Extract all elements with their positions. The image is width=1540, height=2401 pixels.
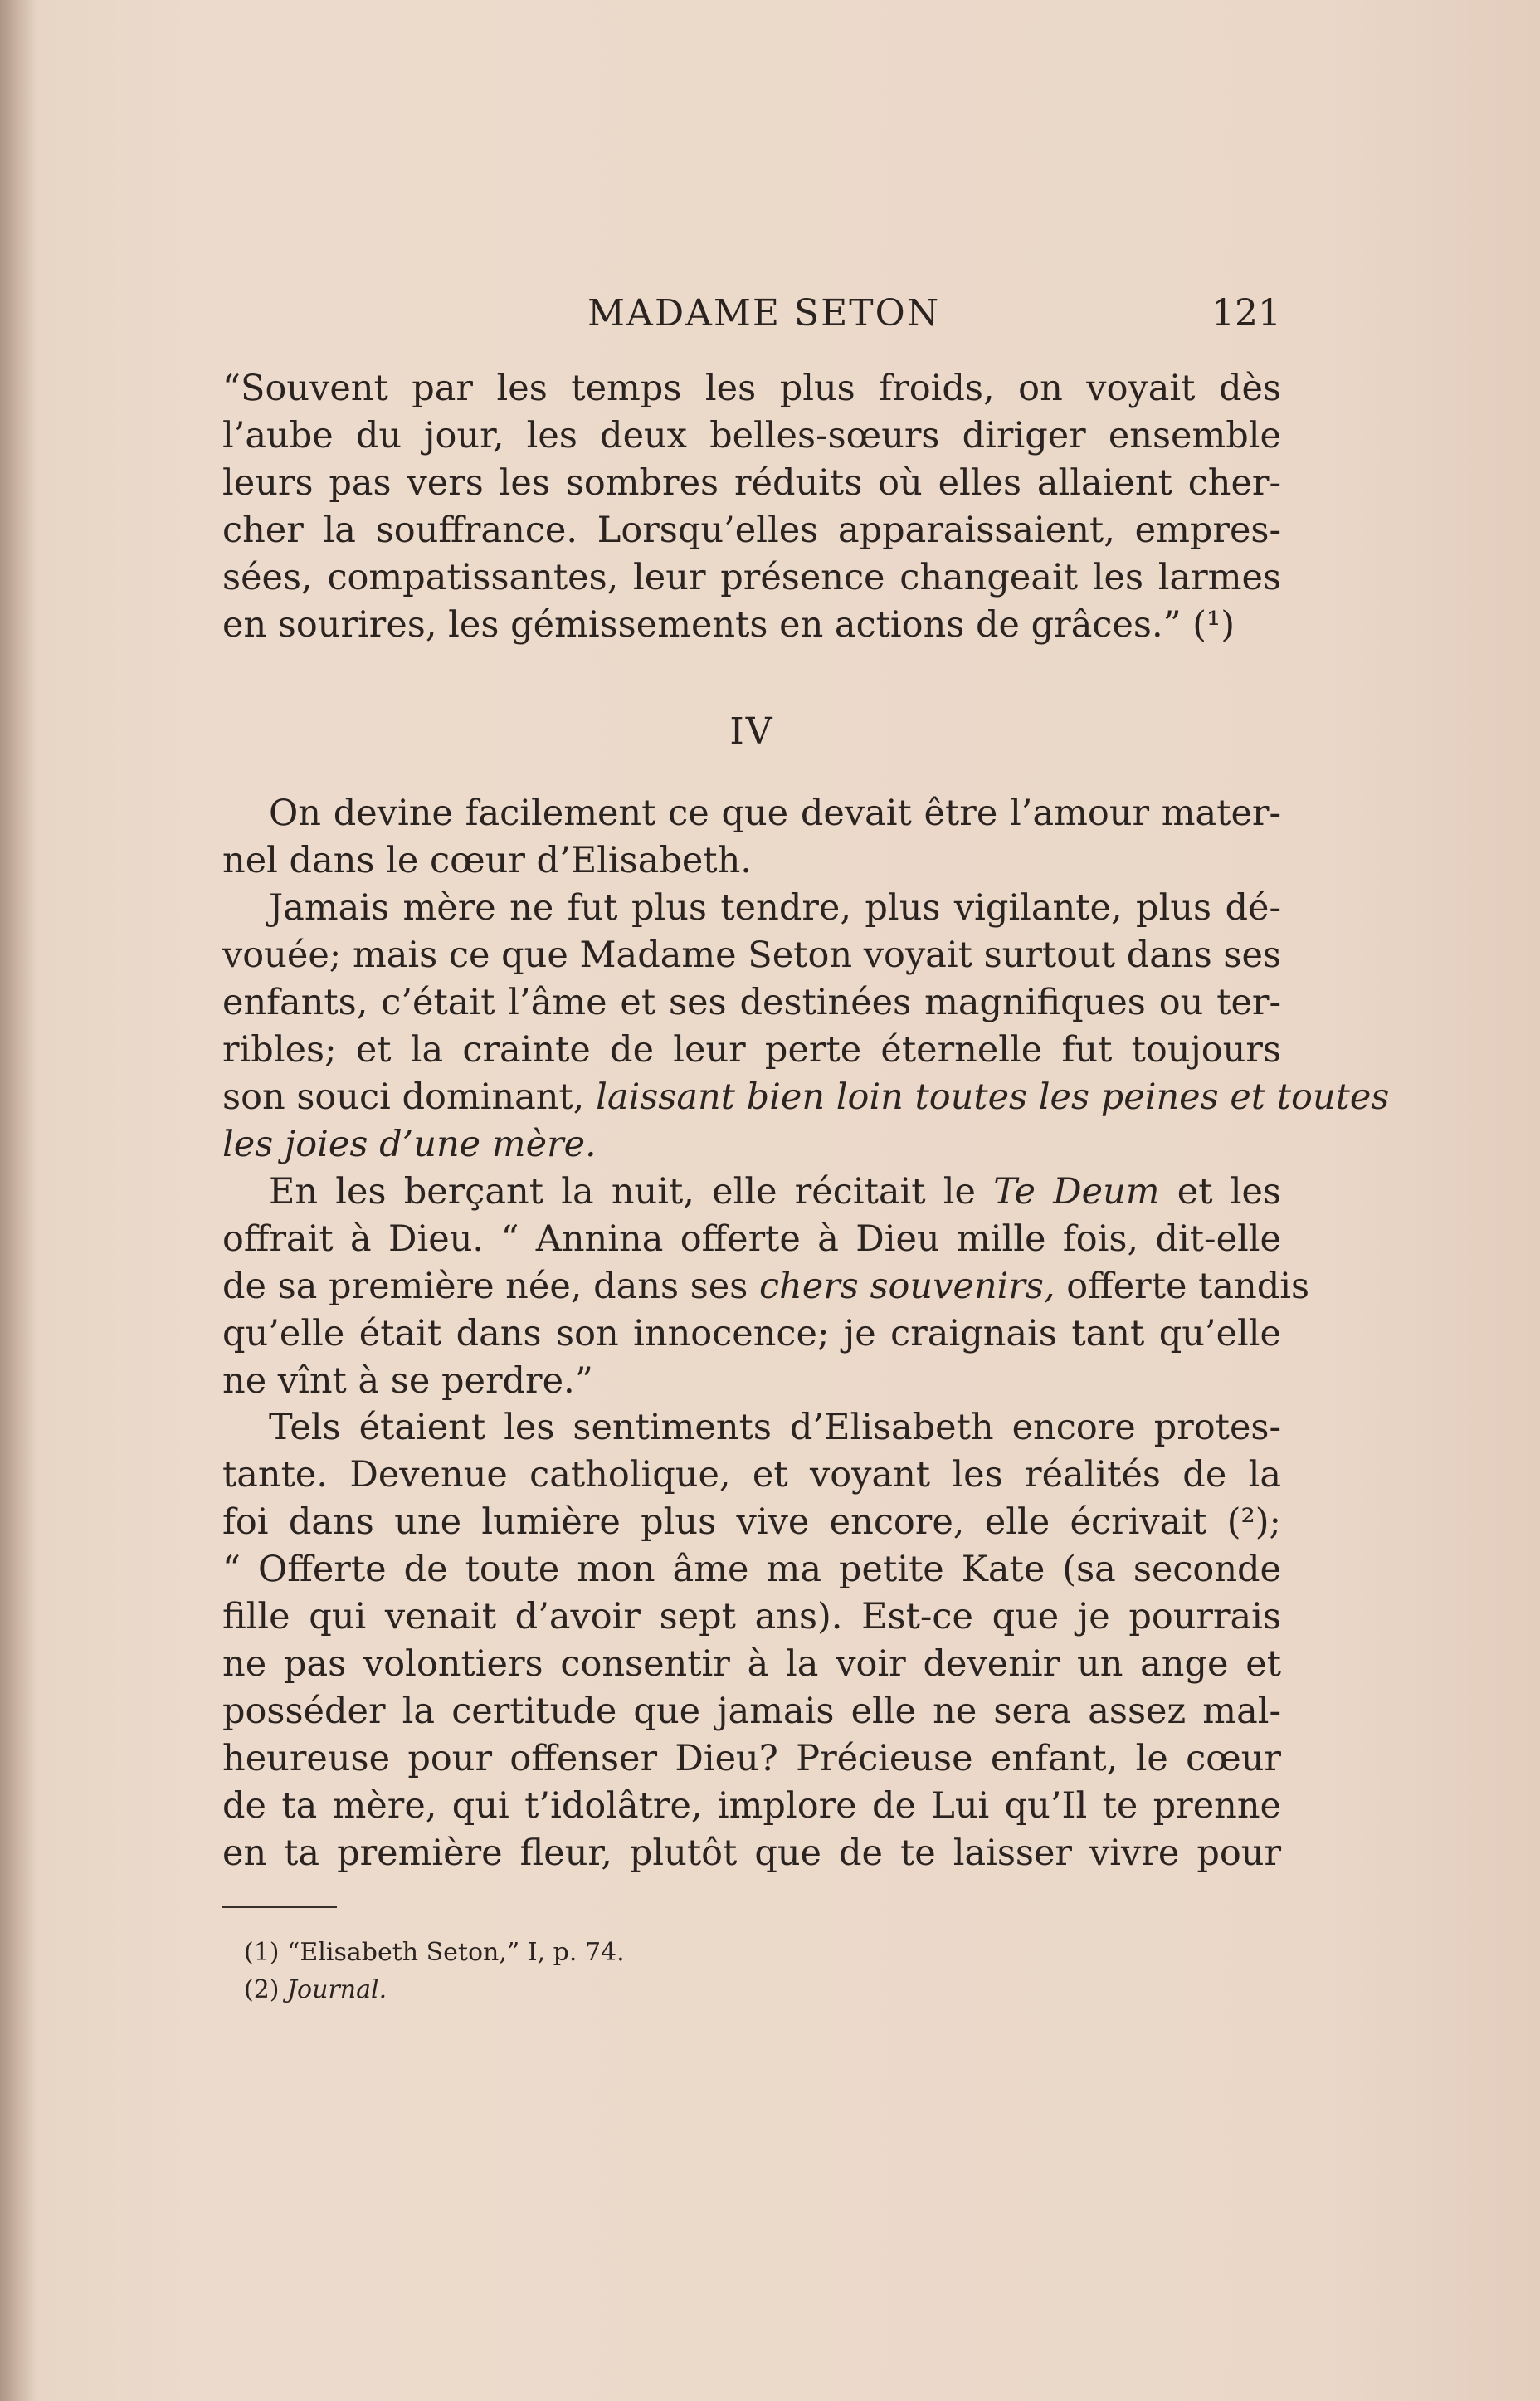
text-line: de ta mère, qui t’idolâtre, implore de Lui qu’Il te prenne [222, 1785, 1281, 1827]
text-line: ne pas volontiers consentir à la voir devenir un ange et [222, 1643, 1281, 1685]
footnote-italic: Journal. [287, 1975, 387, 2004]
footnote-rule [222, 1906, 337, 1908]
text-line: en ta première fleur, plutôt que de te laisser vivre pour [222, 1832, 1281, 1874]
footnote-marker: (2) [244, 1975, 288, 2004]
text-line: foi dans une lumière plus vive encore, elle écrivait (²); [222, 1501, 1281, 1543]
text-line: sées, compatissantes, leur présence changeait les larmes [222, 557, 1281, 598]
text-italic: les joies d’une mère. [222, 1124, 597, 1165]
text-line: “Souvent par les temps les plus froids, on voyait dès [222, 368, 1281, 409]
paragraph-3 [222, 1169, 1310, 1405]
text-roman: En les berçant la nuit, elle récitait le [269, 1171, 994, 1213]
text-roman: offerte tandis [1055, 1266, 1310, 1307]
text-line: posséder la certitude que jamais elle ne sera assez mal- [222, 1691, 1281, 1732]
footnotes [244, 1934, 1157, 2008]
text-line [222, 1263, 1310, 1310]
text-line [222, 1121, 1281, 1169]
page-number: 121 [1211, 292, 1281, 334]
text-line: l’aube du jour, les deux belles-sœurs diriger ensemble [222, 415, 1281, 456]
text-italic: chers souvenirs, [758, 1266, 1055, 1307]
footnote-1: (1) “Elisabeth Seton,” I, p. 74. [244, 1938, 625, 1967]
text-line: ne vînt à se perdre.” [222, 1360, 593, 1402]
text-line: heureuse pour offenser Dieu? Précieuse enfant, le cœur [222, 1738, 1281, 1779]
text-line: offrait à Dieu. “ Annina offerte à Dieu mille fois, dit-elle [222, 1218, 1281, 1260]
text-line [222, 1169, 1281, 1216]
footnote-2 [244, 1971, 1157, 2008]
paragraph-4 [222, 1404, 1281, 1877]
text-line: cher la souffrance. Lorsqu’elles apparaissaient, empres- [222, 510, 1281, 551]
text-italic: Te Deum [993, 1171, 1160, 1213]
running-title: MADAME SETON [587, 292, 941, 334]
text-line: nel dans le cœur d’Elisabeth. [222, 840, 752, 881]
quote-paragraph [222, 365, 1281, 649]
text-line: Jamais mère ne fut plus tendre, plus vigilante, plus dé- [269, 887, 1281, 929]
text-line: vouée; mais ce que Madame Seton voyait surtout dans ses [222, 935, 1281, 976]
running-head [222, 292, 1281, 342]
text-line: “ Offerte de toute mon âme ma petite Kate (sa seconde [222, 1549, 1281, 1590]
text-line: en sourires, les gémissements en actions de grâces.” (¹) [222, 604, 1235, 646]
paragraph-2 [222, 885, 1390, 1169]
text-line [222, 1074, 1390, 1121]
paragraph-1 [222, 790, 1281, 885]
text-line: On devine facilement ce que devait être l’amour mater- [269, 793, 1281, 834]
text-line: leurs pas vers les sombres réduits où elles allaient cher- [222, 462, 1281, 504]
text-roman: son souci dominant, [222, 1076, 597, 1118]
text-line: enfants, c’était l’âme et ses destinées magnifiques ou ter- [222, 982, 1281, 1023]
text-line: qu’elle était dans son innocence; je craignais tant qu’elle [222, 1313, 1281, 1354]
text-line: tante. Devenue catholique, et voyant les réalités de la [222, 1454, 1281, 1496]
text-roman: et les [1159, 1171, 1281, 1213]
text-line: Tels étaient les sentiments d’Elisabeth encore protes- [269, 1407, 1281, 1448]
text-line: fille qui venait d’avoir sept ans). Est-ce que je pourrais [222, 1596, 1281, 1637]
section-heading: IV [729, 710, 774, 753]
text-line: ribles; et la crainte de leur perte éternelle fut toujours [222, 1029, 1281, 1071]
text-italic: laissant bien loin toutes les peines et toutes [596, 1076, 1390, 1118]
text-roman: de sa première née, dans ses [222, 1266, 759, 1307]
binding-shadow [0, 0, 35, 2401]
